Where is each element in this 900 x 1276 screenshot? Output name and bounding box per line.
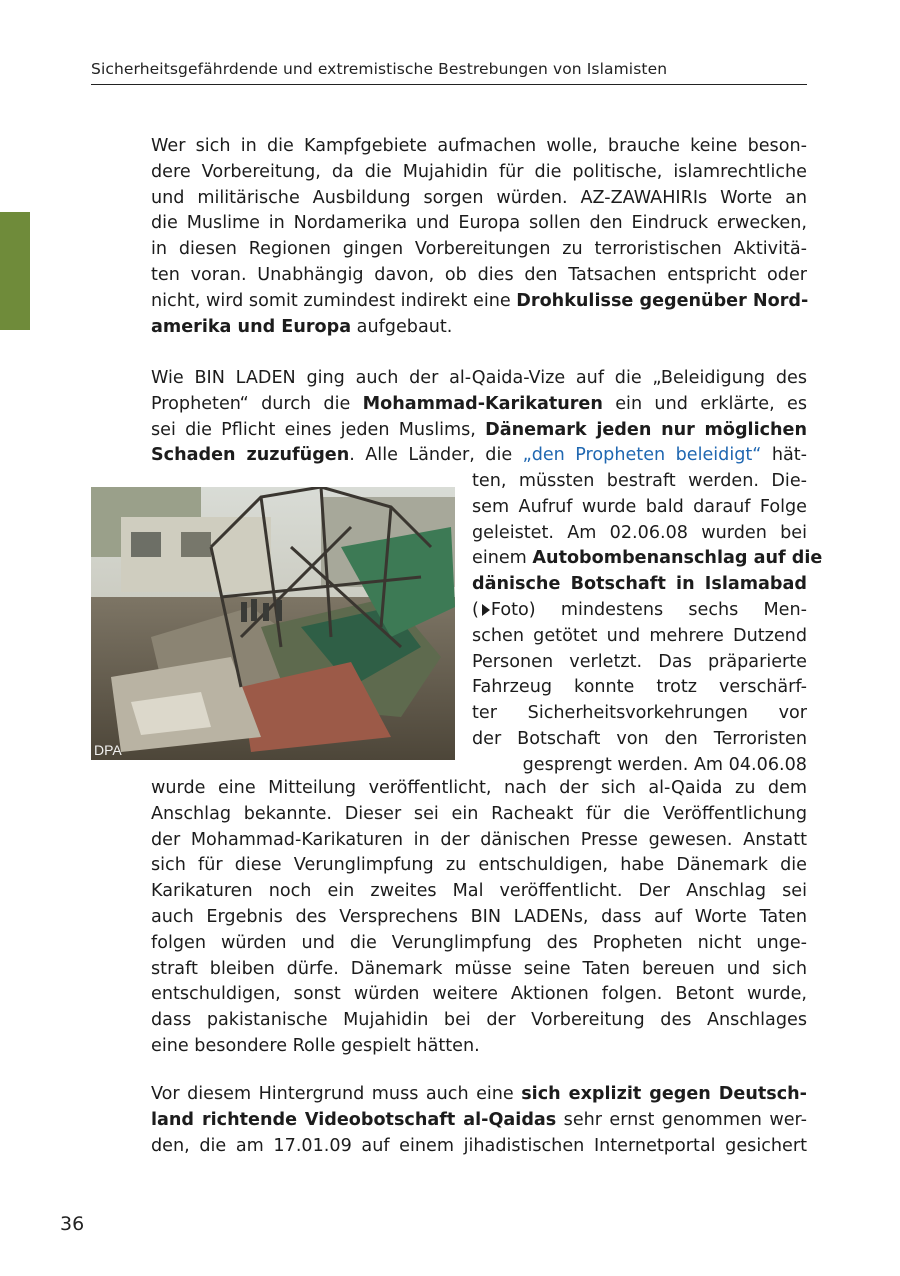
text-line (151, 289, 807, 315)
text-line (151, 443, 807, 469)
text-line: die Muslime in Nordamerika und Europa sollen den Eindruck erwecken, (151, 213, 807, 234)
text-line (151, 418, 807, 444)
bold-phrase: Mohammad-Karikaturen (362, 393, 603, 414)
bold-phrase: Autobombenanschlag auf die (532, 548, 823, 569)
text-line: ten voran. Unabhängig davon, ob dies den Tatsachen entspricht oder (151, 264, 807, 285)
text-line (151, 1108, 807, 1134)
text-line: Personen verletzt. Das präparierte (472, 651, 807, 672)
text-line: Wer sich in die Kampfgebiete aufmachen wolle, brauche keine beson- (151, 136, 807, 156)
chapter-side-tab (0, 212, 30, 330)
photo-reference: Foto (490, 599, 529, 620)
text-line: dass pakistanische Mujahidin bei der Vorbereitung des Anschlages (151, 1010, 807, 1031)
bold-phrase: Drohkulisse gegenüber Nord- (516, 290, 809, 311)
paragraph-2 (151, 366, 807, 469)
text-line: straft bleiben dürfe. Dänemark müsse seine Taten bereuen und sich (151, 958, 807, 979)
quote-link[interactable]: „den Propheten beleidigt“ (522, 445, 762, 466)
text-segment: nicht, wird somit zumindest indirekt eine (151, 290, 517, 311)
text-line (151, 315, 807, 341)
text-line: Wie BIN LADEN ging auch der al-Qaida-Vize auf die „Beleidigung des (151, 368, 807, 388)
text-segment: Propheten“ durch die (151, 393, 363, 414)
paragraph-1 (151, 134, 807, 340)
text-segment: einem (472, 548, 533, 569)
text-line: ter Sicherheitsvorkehrungen vor (472, 703, 807, 724)
page-number: 36 (60, 1213, 85, 1235)
text-line: Fahrzeug konnte trotz verschärf- (472, 677, 807, 698)
bold-phrase: Schaden zuzufügen (151, 445, 350, 466)
text-line (151, 392, 807, 418)
text-line: schen getötet und mehrere Dutzend (472, 625, 807, 646)
text-line: in diesen Regionen gingen Vorbereitungen zu terroristischen Aktivitä- (151, 239, 807, 260)
text-line: sich für diese Verunglimpfung zu entschuldigen, habe Dänemark die (151, 855, 807, 876)
text-line: dere Vorbereitung, da die Mujahidin für die politische, islamrechtliche (151, 161, 807, 182)
text-line (472, 572, 807, 598)
bold-phrase: Dänemark jeden nur möglichen (485, 419, 808, 440)
text-line: folgen würden und die Verunglimpfung des Propheten nicht unge- (151, 932, 807, 953)
text-line: sem Aufruf wurde bald darauf Folge (472, 496, 807, 517)
photo-illustration (91, 487, 455, 760)
text-segment: aufgebaut. (351, 316, 453, 337)
text-line: ten, müssten bestraft werden. Die- (472, 471, 807, 491)
wrapped-text-column (472, 469, 823, 779)
arrow-right-icon (482, 604, 490, 616)
text-line: und militärische Ausbildung sorgen würden. AZ-ZAWAHIRIs Worte an (151, 187, 807, 208)
text-line: entschuldigen, sonst würden weitere Aktionen folgen. Betont wurde, (151, 984, 807, 1005)
running-header: Sicherheitsgefährdende und extremistische Bestrebungen von Islamisten (91, 60, 668, 78)
text-line: geleistet. Am 02.06.08 wurden bei (472, 522, 807, 543)
paragraph-3 (151, 1082, 807, 1159)
header-rule (91, 84, 807, 85)
text-line: gesprengt werden. Am 04.06.08 (522, 754, 807, 775)
text-line: der Botschaft von den Terroristen (472, 728, 807, 749)
text-line: Anschlag bekannte. Dieser sei ein Racheakt für die Veröffentlichung (151, 803, 807, 824)
text-line: der Mohammad-Karikaturen in der dänischen Presse gewesen. Anstatt (151, 829, 807, 850)
text-line: den, die am 17.01.09 auf einem jihadistischen Internetportal gesichert (151, 1135, 807, 1156)
text-segment: Vor diesem Hintergrund muss auch eine (151, 1084, 522, 1104)
text-line: Karikaturen noch ein zweites Mal veröffentlicht. Der Anschlag sei (151, 881, 807, 902)
text-line (472, 546, 823, 572)
text-line (151, 1082, 807, 1108)
text-segment: ( (472, 599, 479, 620)
text-segment: sei die Pflicht eines jeden Muslims, (151, 419, 486, 440)
bold-phrase: land richtende Videobotschaft al-Qaidas (151, 1109, 557, 1130)
text-segment: . Alle Länder, die (349, 445, 523, 466)
photo-credit: DPA (94, 742, 122, 758)
bold-phrase: sich explizit gegen Deutsch- (521, 1084, 807, 1104)
text-segment: ein und erklärte, es (602, 393, 807, 414)
text-line: auch Ergebnis des Versprechens BIN LADENs, dass auf Worte Taten (151, 906, 807, 927)
bold-phrase: dänische Botschaft in Islamabad (472, 574, 807, 595)
text-line (472, 598, 807, 624)
bold-phrase: amerika und Europa (151, 316, 352, 337)
text-line: eine besondere Rolle gespielt hätten. (151, 1035, 480, 1056)
embassy-bombing-photo (91, 487, 455, 760)
text-line: wurde eine Mitteilung veröffentlicht, nach der sich al-Qaida zu dem (151, 778, 807, 798)
text-segment: hät- (761, 445, 808, 466)
text-segment: ) mindestens sechs Men- (528, 599, 807, 620)
paragraph-2-continued (151, 776, 807, 1060)
text-segment: sehr ernst genommen wer- (556, 1109, 807, 1130)
